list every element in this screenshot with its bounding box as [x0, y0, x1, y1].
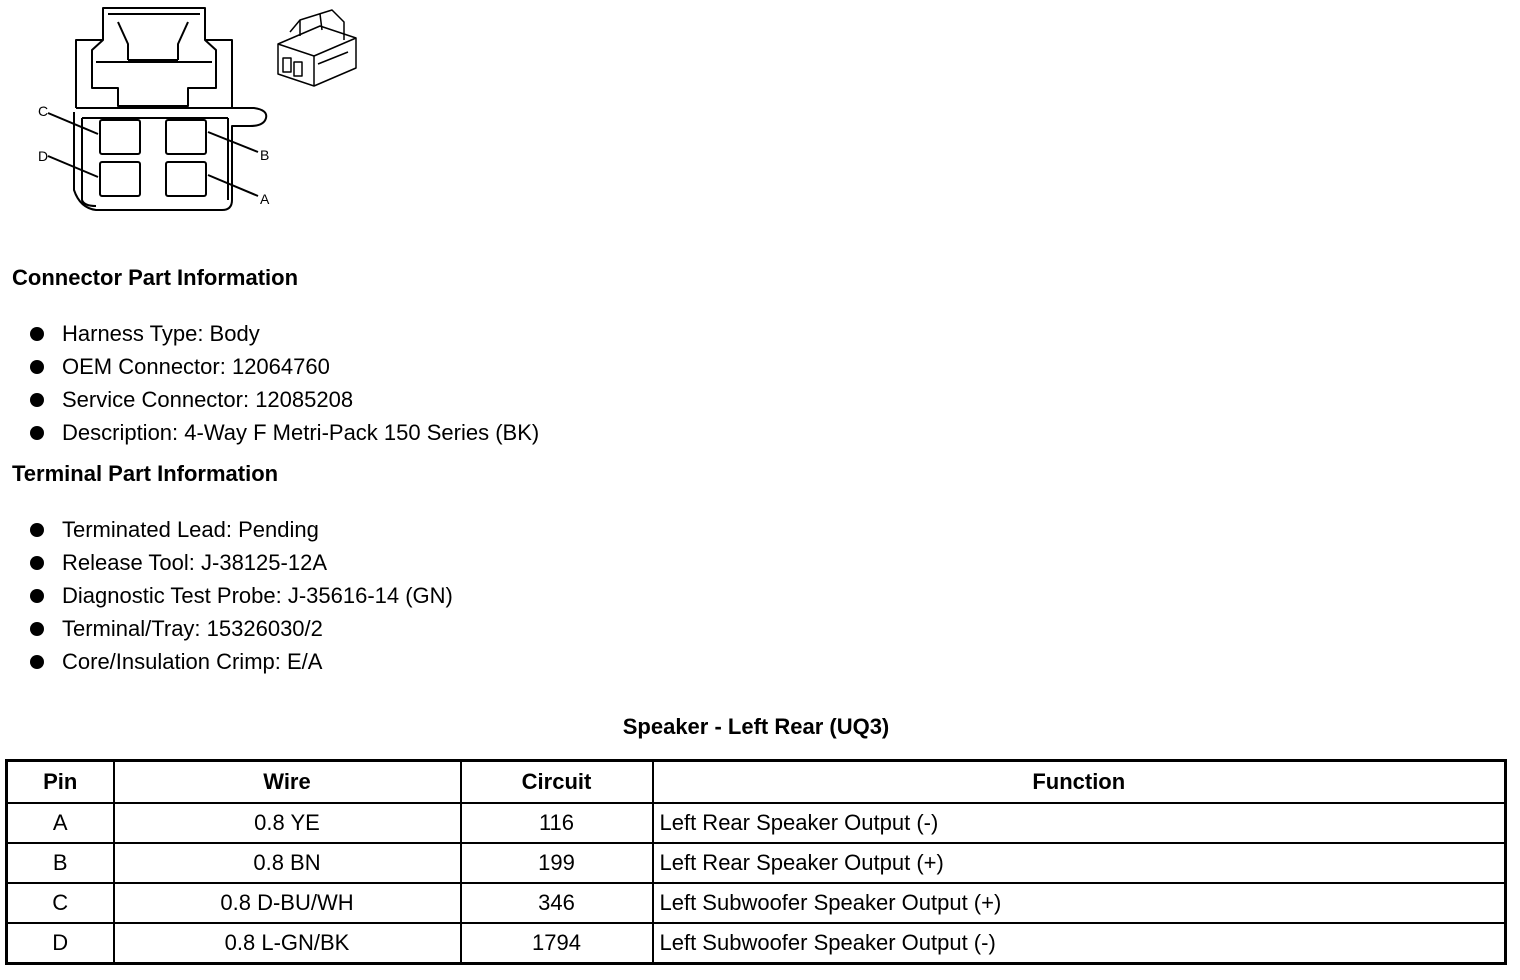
- wire-cell: 0.8 D-BU/WH: [114, 883, 461, 923]
- bullet-icon: [30, 556, 44, 570]
- list-item: [28, 546, 453, 579]
- bullet-icon: [30, 393, 44, 407]
- list-item: [28, 645, 453, 678]
- circuit-cell: 199: [461, 843, 653, 883]
- list-item: [28, 579, 453, 612]
- table-row: [7, 843, 1506, 883]
- list-item: [28, 350, 539, 383]
- terminal-part-info-heading: Terminal Part Information: [12, 461, 279, 486]
- column-header-circuit: Circuit: [461, 761, 653, 804]
- bullet-icon: [30, 523, 44, 537]
- connector-part-info-heading: Connector Part Information: [12, 265, 299, 290]
- list-item-text: OEM Connector: 12064760: [62, 354, 330, 379]
- pin-cell: D: [7, 923, 114, 964]
- bullet-icon: [30, 589, 44, 603]
- bullet-icon: [30, 426, 44, 440]
- bullet-icon: [30, 327, 44, 341]
- bullet-icon: [30, 622, 44, 636]
- wire-cell: 0.8 YE: [114, 803, 461, 843]
- function-cell: Left Rear Speaker Output (+): [653, 843, 1506, 883]
- list-item: [28, 612, 453, 645]
- pin-label-b: B: [260, 147, 270, 163]
- function-cell: Left Subwoofer Speaker Output (-): [653, 923, 1506, 964]
- list-item-text: Terminal/Tray: 15326030/2: [62, 616, 323, 641]
- connector-diagram: [0, 0, 380, 220]
- column-header-function: Function: [653, 761, 1506, 804]
- bullet-icon: [30, 360, 44, 374]
- connector-isometric-icon: [278, 10, 356, 86]
- wire-cell: 0.8 L-GN/BK: [114, 923, 461, 964]
- list-item: [28, 416, 539, 449]
- pin-table: [5, 759, 1507, 965]
- pin-cell: B: [7, 843, 114, 883]
- list-item-text: Terminated Lead: Pending: [62, 517, 319, 542]
- circuit-cell: 1794: [461, 923, 653, 964]
- table-row: [7, 883, 1506, 923]
- circuit-cell: 346: [461, 883, 653, 923]
- bullet-icon: [30, 655, 44, 669]
- terminal-part-info-list: [28, 513, 453, 678]
- list-item: [28, 317, 539, 350]
- pin-label-d: D: [38, 148, 49, 164]
- pin-table-title: Speaker - Left Rear (UQ3): [622, 714, 890, 739]
- pin-label-a: A: [260, 191, 270, 207]
- list-item-text: Diagnostic Test Probe: J-35616-14 (GN): [62, 583, 453, 608]
- function-cell: Left Rear Speaker Output (-): [653, 803, 1506, 843]
- table-row: [7, 923, 1506, 964]
- column-header-pin: Pin: [7, 761, 114, 804]
- list-item-text: Harness Type: Body: [62, 321, 260, 346]
- pin-cell: C: [7, 883, 114, 923]
- connector-part-info-list: [28, 317, 539, 449]
- list-item-text: Core/Insulation Crimp: E/A: [62, 649, 323, 674]
- list-item-text: Description: 4-Way F Metri-Pack 150 Series (BK): [62, 420, 540, 445]
- column-header-wire: Wire: [114, 761, 461, 804]
- table-header-row: [7, 761, 1506, 804]
- table-row: [7, 803, 1506, 843]
- pin-label-c: C: [38, 103, 49, 119]
- list-item: [28, 383, 539, 416]
- function-cell: Left Subwoofer Speaker Output (+): [653, 883, 1506, 923]
- wire-cell: 0.8 BN: [114, 843, 461, 883]
- list-item-text: Release Tool: J-38125-12A: [62, 550, 327, 575]
- circuit-cell: 116: [461, 803, 653, 843]
- list-item: [28, 513, 453, 546]
- list-item-text: Service Connector: 12085208: [62, 387, 354, 412]
- pin-cell: A: [7, 803, 114, 843]
- connector-face-drawing: [48, 8, 266, 210]
